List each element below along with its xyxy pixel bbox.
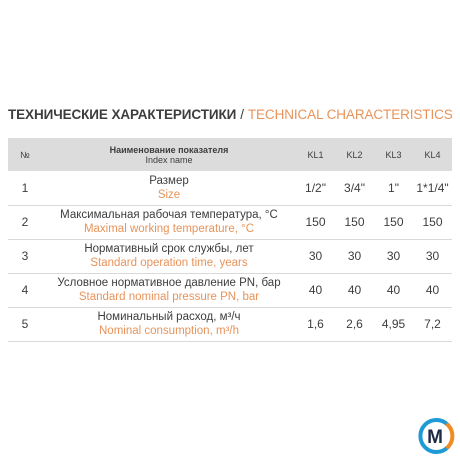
row-name-en: Size bbox=[157, 188, 181, 201]
header-kl2: KL2 bbox=[346, 149, 363, 160]
row-value-kl1: 40 bbox=[308, 283, 323, 297]
header-kl4: KL4 bbox=[424, 149, 441, 160]
row-value-kl2: 2,6 bbox=[346, 317, 363, 331]
row-value-kl2: 150 bbox=[344, 215, 365, 229]
m-logo-icon bbox=[415, 416, 455, 456]
row-name-en: Standard operation time, years bbox=[90, 257, 248, 269]
title-ru: ТЕХНИЧЕСКИЕ ХАРАКТЕРИСТИКИ bbox=[8, 107, 237, 122]
row-name-ru: Размер bbox=[149, 174, 189, 187]
header-name bbox=[42, 138, 296, 171]
row-value-kl4: 40 bbox=[425, 283, 440, 297]
row-value-kl2: 30 bbox=[347, 249, 362, 263]
row-value-kl3: 40 bbox=[386, 283, 401, 297]
table-header-row bbox=[8, 138, 452, 171]
row-name-en: Standard nominal pressure PN, bar bbox=[78, 291, 260, 303]
row-value-kl2: 40 bbox=[347, 283, 362, 297]
table-row bbox=[8, 205, 452, 239]
row-value-kl4: 150 bbox=[422, 215, 443, 229]
row-name-en: Nominal consumption, m³/h bbox=[99, 325, 239, 337]
header-kl1: KL1 bbox=[307, 149, 324, 160]
table-row bbox=[8, 171, 452, 205]
row-number: 1 bbox=[21, 180, 29, 195]
row-value-kl4: 7,2 bbox=[424, 317, 441, 331]
header-name-ru: Наименование показателя bbox=[109, 144, 229, 155]
table-row bbox=[8, 307, 452, 341]
header-kl3: KL3 bbox=[385, 149, 402, 160]
row-name bbox=[42, 171, 296, 205]
row-number: 5 bbox=[21, 317, 29, 331]
table-row bbox=[8, 239, 452, 273]
row-value-kl3: 30 bbox=[386, 249, 401, 263]
row-value-kl1: 1,6 bbox=[307, 317, 324, 331]
row-value-kl1: 150 bbox=[305, 215, 326, 229]
row-value-kl4: 30 bbox=[425, 249, 440, 263]
row-value-kl2: 3/4" bbox=[344, 180, 365, 195]
row-name bbox=[42, 239, 296, 273]
row-name-ru: Нормативный срок службы, лет bbox=[84, 243, 254, 255]
row-value-kl3: 1" bbox=[388, 180, 399, 195]
row-name-ru: Условное нормативное давление PN, бар bbox=[57, 277, 281, 289]
row-value-kl1: 30 bbox=[308, 249, 323, 263]
row-name bbox=[42, 273, 296, 307]
title-separator: / bbox=[240, 107, 244, 122]
row-number: 2 bbox=[21, 215, 29, 229]
row-name-en: Maximal working temperature, °С bbox=[83, 223, 255, 235]
row-name bbox=[42, 205, 296, 239]
logo-letter: M bbox=[427, 427, 443, 448]
row-value-kl3: 4,95 bbox=[381, 317, 406, 331]
row-number: 3 bbox=[21, 249, 29, 263]
header-name-en: Index name bbox=[145, 154, 193, 165]
row-value-kl1: 1/2" bbox=[305, 180, 326, 195]
row-name-ru: Номинальный расход, м³/ч bbox=[97, 311, 241, 323]
logo-ring-orange bbox=[448, 425, 452, 447]
title-en: TECHNICAL CHARACTERISTICS bbox=[247, 107, 453, 122]
row-name-ru: Максимальная рабочая температура, °С bbox=[60, 209, 278, 221]
page-title bbox=[8, 107, 452, 122]
row-number: 4 bbox=[21, 283, 29, 297]
table-row bbox=[8, 273, 452, 307]
row-name bbox=[42, 307, 296, 341]
row-value-kl4: 1*1/4" bbox=[416, 180, 449, 195]
header-number: № bbox=[20, 149, 30, 160]
characteristics-table bbox=[8, 138, 452, 342]
row-value-kl3: 150 bbox=[383, 215, 404, 229]
